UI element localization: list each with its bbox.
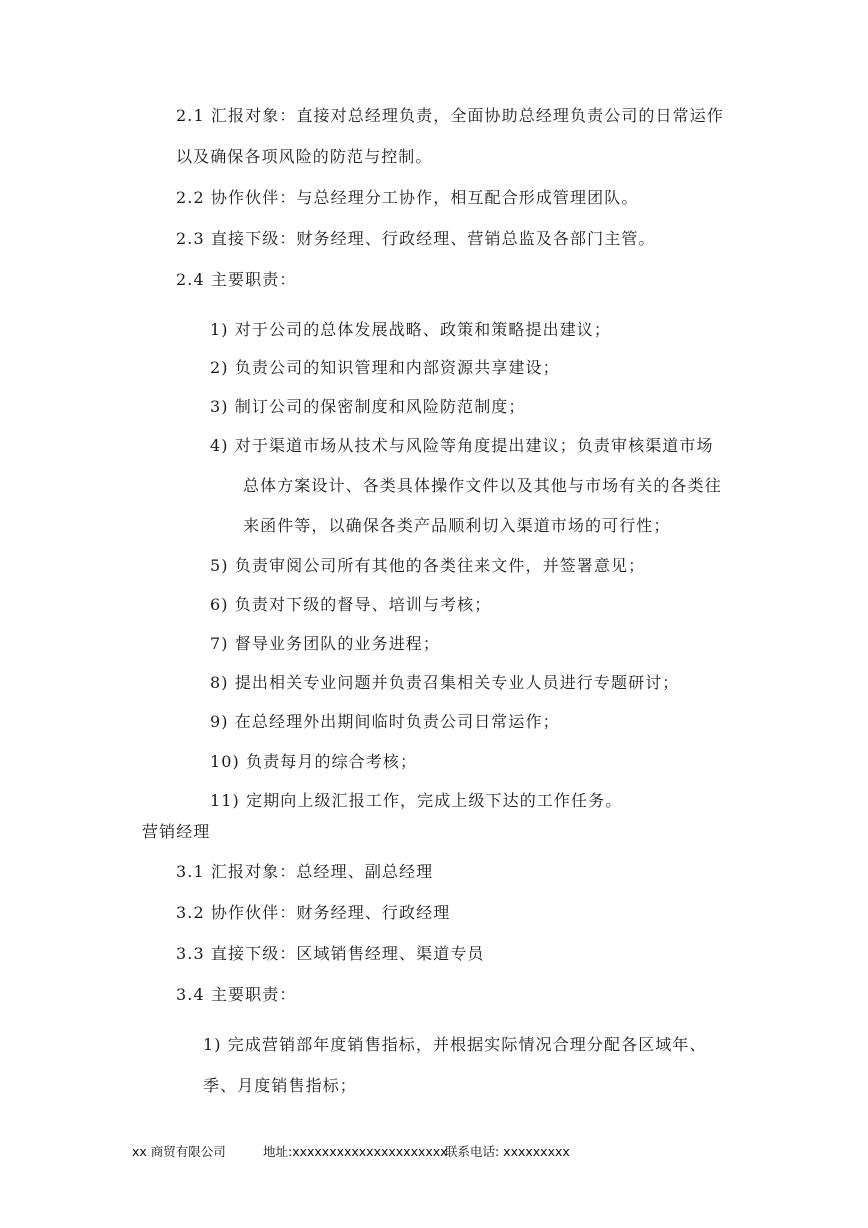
duty-item: 8) 提出相关专业问题并负责召集相关专业人员进行专题研讨； bbox=[210, 673, 680, 692]
duty-item: 3) 制订公司的保密制度和风险防范制度； bbox=[210, 397, 526, 416]
duty-item: 5) 负责审阅公司所有其他的各类往来文件，并签署意见； bbox=[210, 556, 646, 575]
item-3-4: 3.4 主要职责： bbox=[176, 985, 297, 1004]
duty-item: 2) 负责公司的知识管理和内部资源共享建设； bbox=[210, 358, 560, 377]
duty-item: 7) 督导业务团队的业务进程； bbox=[210, 634, 441, 653]
duty-item: 11) 定期向上级汇报工作，完成上级下达的工作任务。 bbox=[210, 791, 623, 810]
item-3-3: 3.3 直接下级：区域销售经理、渠道专员 bbox=[176, 944, 485, 963]
item-3-1: 3.1 汇报对象：总经理、副总经理 bbox=[176, 862, 434, 881]
duty-item: 9) 在总经理外出期间临时负责公司日常运作； bbox=[210, 712, 560, 731]
duty-item: 10) 负责每月的综合考核； bbox=[210, 752, 418, 771]
item-2-4: 2.4 主要职责： bbox=[176, 270, 297, 289]
duty-item-continuation: 来函件等，以确保各类产品顺利切入渠道市场的可行性； bbox=[243, 516, 671, 535]
footer-address: 地址:xxxxxxxxxxxxxxxxxxxxx bbox=[263, 1144, 448, 1159]
duty-item-continuation: 季、月度销售指标； bbox=[203, 1076, 357, 1095]
section-heading: 营销经理 bbox=[142, 822, 211, 841]
footer-company: xx 商贸有限公司 bbox=[132, 1144, 226, 1159]
item-2-1-line2: 以及确保各项风险的防范与控制。 bbox=[176, 147, 433, 166]
duty-item: 6) 负责对下级的督导、培训与考核； bbox=[210, 595, 492, 614]
item-2-1-line1: 2.1 汇报对象：直接对总经理负责，全面协助总经理负责公司的日常运作 bbox=[176, 106, 724, 125]
duty-item: 1) 对于公司的总体发展战略、政策和策略提出建议； bbox=[210, 320, 612, 339]
duty-item-continuation: 总体方案设计、各类具体操作文件以及其他与市场有关的各类往 bbox=[243, 476, 722, 495]
item-2-2: 2.2 协作伙伴：与总经理分工协作，相互配合形成管理团队。 bbox=[176, 188, 639, 207]
item-3-2: 3.2 协作伙伴：财务经理、行政经理 bbox=[176, 903, 451, 922]
footer-phone: 联系电话: xxxxxxxxx bbox=[445, 1144, 570, 1159]
item-2-3: 2.3 直接下级：财务经理、行政经理、营销总监及各部门主管。 bbox=[176, 229, 656, 248]
duty-item: 4) 对于渠道市场从技术与风险等角度提出建议；负责审核渠道市场 bbox=[210, 436, 714, 455]
duty-item: 1) 完成营销部年度销售指标，并根据实际情况合理分配各区域年、 bbox=[203, 1035, 707, 1054]
